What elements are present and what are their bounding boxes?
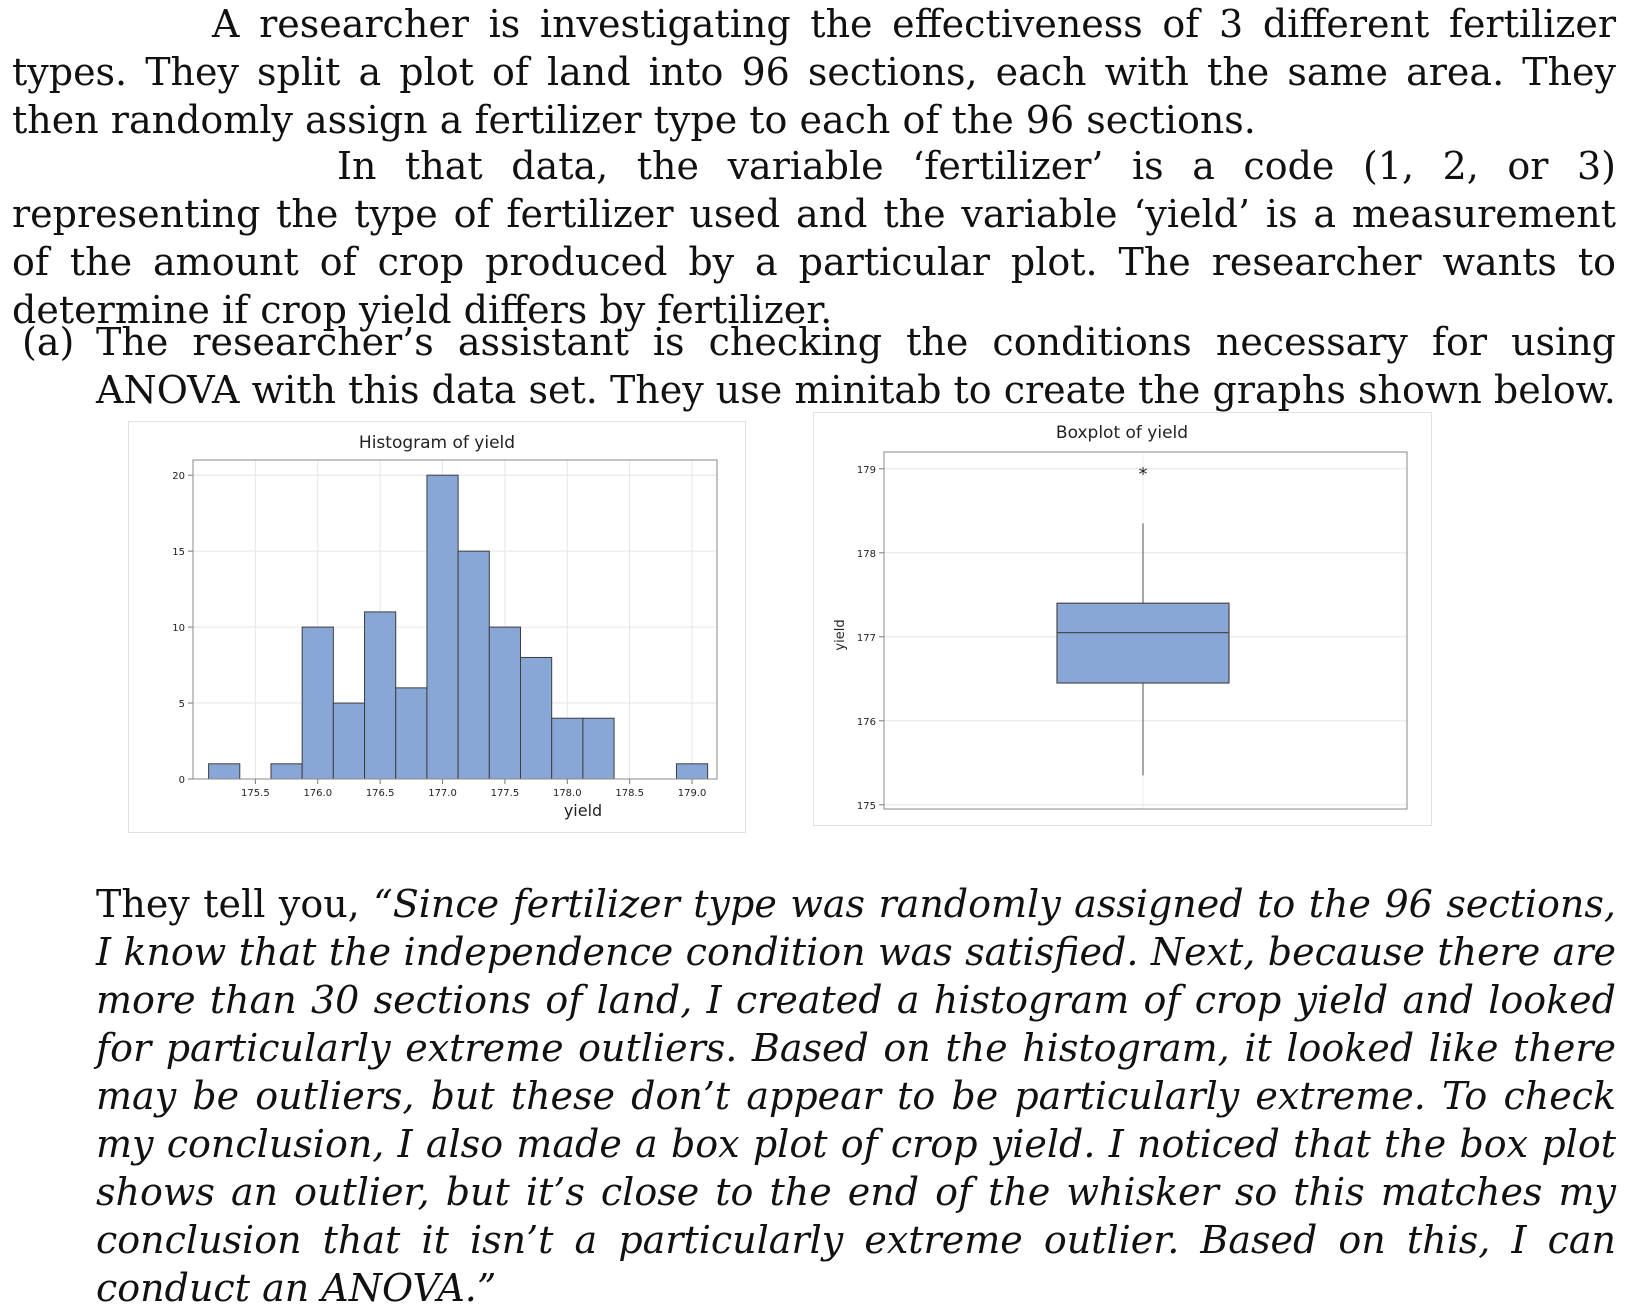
boxplot-y-tick-label: 178 bbox=[856, 548, 876, 560]
histogram-y-tick-label: 0 bbox=[178, 775, 185, 786]
histogram-y-tick-label: 5 bbox=[178, 699, 185, 711]
boxplot-y-tick-label: 176 bbox=[856, 716, 876, 728]
histogram-bar bbox=[209, 764, 240, 779]
histogram-bar bbox=[489, 627, 520, 779]
histogram-bar bbox=[302, 627, 333, 779]
histogram-bar bbox=[333, 703, 364, 779]
intro-paragraph: A researcher is investigating the effectiveness of 3 different fertilizer types. They split a plot of land into 96 sections, each with the same area. They then randomly assign a fertilizer type to each of the 96 sections. bbox=[12, 2, 1616, 142]
histogram-bar bbox=[396, 688, 427, 779]
histogram-x-tick-label: 178.5 bbox=[615, 788, 644, 799]
boxplot-box bbox=[1057, 603, 1229, 683]
histogram-bar bbox=[271, 764, 302, 779]
histogram-x-tick-label: 178.0 bbox=[552, 788, 582, 799]
boxplot-outlier-marker: * bbox=[1138, 463, 1148, 485]
assistant-quote-block bbox=[96, 880, 1616, 1312]
data-description-paragraph: In that data, the variable ‘fertilizer’ is a code (1, 2, or 3) representing the type of fertilizer used and the variable ‘yield’ is a measurement of the amount of crop produced by a particular plot. The researcher wants to determine if crop yield differs by fertilizer. bbox=[12, 144, 1616, 332]
histogram-bar bbox=[583, 718, 614, 779]
assistant-quote: “Since fertilizer type was randomly assigned to the 96 sections, I know that the independence condition was satisfied. Next, because there are more than 30 sections of land, I created a histogram of crop yield and looked for particularly extreme outliers. Based on the histogram, it looked like there may be outliers, but these don’t appear to be particularly extreme. To check my conclusion, I also made a box plot of crop yield. I noticed that the box plot shows an outlier, but it’s close to the end of the whisker so this matches my conclusion that it isn’t a particularly extreme outlier. Based on this, I can conduct an ANOVA.” bbox=[96, 882, 1616, 1310]
histogram-x-axis-label: yield bbox=[563, 801, 603, 820]
quote-lead-text: They tell you, bbox=[96, 882, 374, 926]
histogram-x-tick-label: 175.5 bbox=[241, 788, 270, 799]
histogram-y-tick-label: 20 bbox=[172, 471, 185, 483]
histogram-bar bbox=[521, 657, 552, 779]
histogram-bar bbox=[552, 718, 583, 779]
histogram-bar bbox=[427, 475, 458, 779]
histogram-x-tick-label: 179.0 bbox=[677, 788, 707, 799]
part-a-label: (a) bbox=[22, 320, 75, 364]
histogram-y-tick-label: 15 bbox=[172, 547, 185, 559]
boxplot-title: Boxplot of yield bbox=[1055, 423, 1189, 443]
boxplot-figure bbox=[813, 412, 1432, 826]
histogram-chart bbox=[129, 422, 745, 832]
boxplot-y-tick-label: 175 bbox=[856, 800, 876, 812]
histogram-y-tick-label: 10 bbox=[172, 623, 185, 635]
histogram-figure bbox=[128, 421, 746, 833]
histogram-x-tick-label: 176.0 bbox=[303, 788, 333, 799]
boxplot-chart bbox=[814, 413, 1431, 825]
histogram-bar bbox=[458, 551, 489, 779]
histogram-x-tick-label: 177.0 bbox=[428, 788, 457, 799]
part-a-text: The researcher’s assistant is checking the conditions necessary for using ANOVA with this data set. They use minitab to create the graphs shown below. bbox=[96, 320, 1616, 412]
boxplot-y-tick-label: 179 bbox=[856, 464, 876, 476]
boxplot-y-tick-label: 177 bbox=[856, 632, 876, 644]
histogram-x-tick-label: 176.5 bbox=[365, 788, 395, 799]
histogram-bar bbox=[365, 612, 396, 779]
histogram-title: Histogram of yield bbox=[358, 433, 516, 453]
histogram-x-tick-label: 177.5 bbox=[490, 788, 520, 799]
boxplot-y-axis-label: yield bbox=[833, 619, 848, 651]
histogram-bar bbox=[676, 764, 707, 779]
